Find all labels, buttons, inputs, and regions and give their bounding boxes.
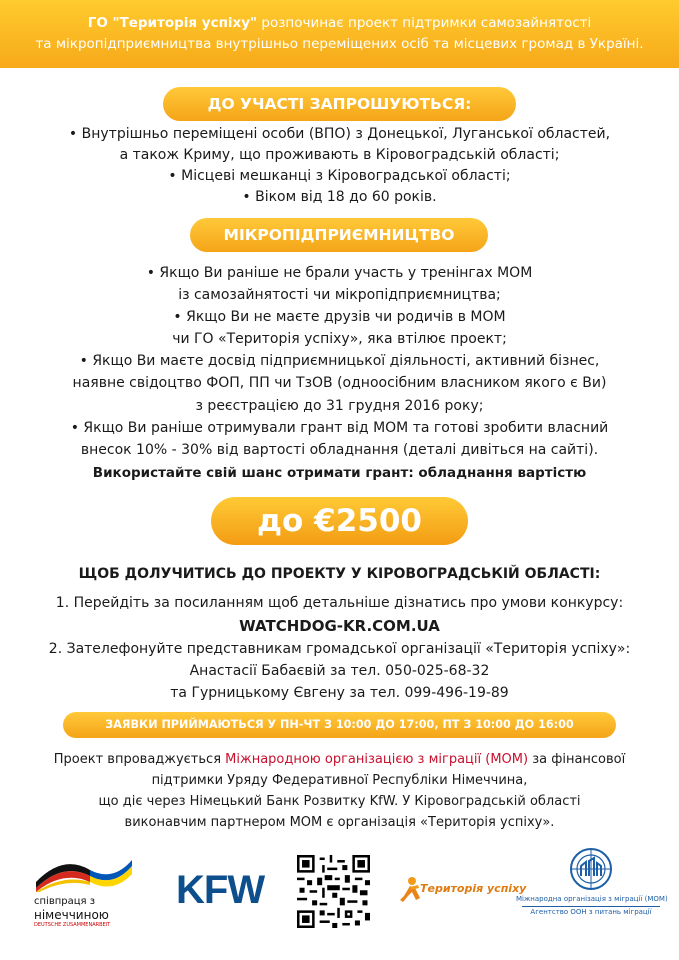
grant-text: Використайте свій шанс отримати грант: обладнання вартістю	[92, 465, 587, 481]
german-cooperation-logo	[28, 852, 140, 936]
join-step-1: 1. Перейдіть за посиланням щоб детальніше дізнатись про умови конкурсу:	[55, 595, 624, 611]
invite-line: • Внутрішньо переміщені особи (ВПО) з Донецької, Луганської областей,	[68, 126, 611, 142]
micro-line: • Якщо Ви маєте досвід підприємницької діяльності, активний бізнес,	[79, 353, 600, 370]
invite-line: • Віком від 18 до 60 років.	[242, 189, 437, 205]
micro-line: • Якщо Ви раніше не брали участь у тренінгах МОМ	[146, 265, 533, 281]
header-line-1	[0, 13, 679, 33]
join-step-2: 2. Зателефонуйте представникам громадської організації «Територія успіху»:	[48, 641, 631, 657]
join-contact-2: та Гурницькому Євгену за тел. 099-496-19-89	[170, 685, 509, 701]
territory-of-success-logo	[398, 872, 527, 912]
footer-line-1-post: за фінансової	[528, 752, 626, 767]
footer-line-4: виконавчим партнером МОМ є організація «Територія успіху».	[124, 815, 555, 830]
header-org-name: ГО "Територія успіху"	[87, 15, 258, 31]
join-url-link[interactable]: WATCHDOG-KR.COM.UA	[239, 617, 440, 635]
kfw-logo: KFW	[176, 868, 265, 912]
micro-heading: МІКРОПІДПРИЄМНИЦТВО	[190, 218, 488, 252]
invite-heading: ДО УЧАСТІ ЗАПРОШУЮТЬСЯ:	[163, 87, 516, 121]
grant-amount: до €2500	[211, 497, 468, 545]
footer-line-1	[0, 749, 679, 770]
partner-logos	[0, 844, 679, 944]
micro-line: • Якщо Ви раніше отримували грант від МОМ та готові зробити власний	[70, 419, 609, 436]
qr-code[interactable]	[297, 855, 370, 928]
invite-list	[0, 124, 679, 208]
micro-line: внесок 10% - 30% від вартості обладнання (деталі дивіться на сайті).	[80, 441, 599, 458]
micro-line: з реєстрацією до 31 грудня 2016 року;	[195, 397, 484, 414]
micro-line: • Якщо Ви не маєте друзів чи родичів в МОМ	[173, 309, 506, 326]
iom-logo-line-1: Міжнародна організація з міграції (МОМ)	[516, 895, 668, 903]
german-logo-line-2: німеччиною	[34, 908, 109, 922]
micro-line: чи ГО «Територія успіху», яка втілює проект;	[172, 331, 507, 348]
footer-text	[0, 749, 679, 833]
header-line-1-rest: розпочинає проект підтримки самозайнятості	[257, 15, 592, 31]
german-logo-line-3: DEUTSCHE ZUSAMMENARBEIT	[34, 922, 111, 928]
micro-list	[0, 262, 679, 461]
join-contact-1: Анастасії Бабаєвій за тел. 050-025-68-32	[189, 663, 490, 679]
footer-line-1-pre: Проект впроваджується	[53, 752, 226, 767]
micro-line: наявне свідоцтво ФОП, ПП чи ТзОВ (одноосібним власником якого є Ви)	[72, 375, 607, 392]
join-section	[0, 562, 679, 586]
join-heading: ЩОБ ДОЛУЧИТИСЬ ДО ПРОЕКТУ У КІРОВОГРАДСЬКІЙ ОБЛАСТІ:	[78, 566, 601, 582]
un-emblem-icon	[568, 846, 614, 892]
qr-code-icon	[297, 855, 370, 928]
join-steps	[0, 592, 679, 704]
header-line-2: та мікропідприємництва внутрішньо переміщених осіб та місцевих громад в Україні.	[35, 36, 644, 52]
micro-line: із самозайнятості чи мікропідприємництва;	[178, 287, 501, 304]
footer-line-2: підтримки Уряду Федеративної Республіки Німеччина,	[151, 773, 528, 788]
iom-logo-line-2: Агентство ООН з питань міграції	[530, 908, 652, 916]
invite-line: • Місцеві мешканці з Кіровоградської області;	[168, 168, 511, 184]
grant-text-wrap	[0, 463, 679, 484]
schedule-banner: ЗАЯВКИ ПРИЙМАЮТЬСЯ У ПН-ЧТ З 10:00 ДО 17:00, ПТ З 10:00 ДО 16:00	[63, 712, 616, 738]
runner-icon	[398, 876, 422, 904]
flag-swoosh-icon	[28, 852, 140, 892]
header-banner	[0, 0, 679, 68]
territory-logo-text: Територія успіху	[420, 882, 527, 895]
german-logo-line-1: співпраця з	[34, 896, 96, 907]
footer-line-3: що діє через Німецький Банк Розвитку KfW. У Кіровоградській області	[98, 794, 581, 809]
invite-line: а також Криму, що проживають в Кіровоградській області;	[119, 147, 560, 163]
iom-name-highlight: Міжнародною організацією з міграції (МОМ)	[225, 752, 529, 767]
iom-logo	[516, 846, 666, 942]
